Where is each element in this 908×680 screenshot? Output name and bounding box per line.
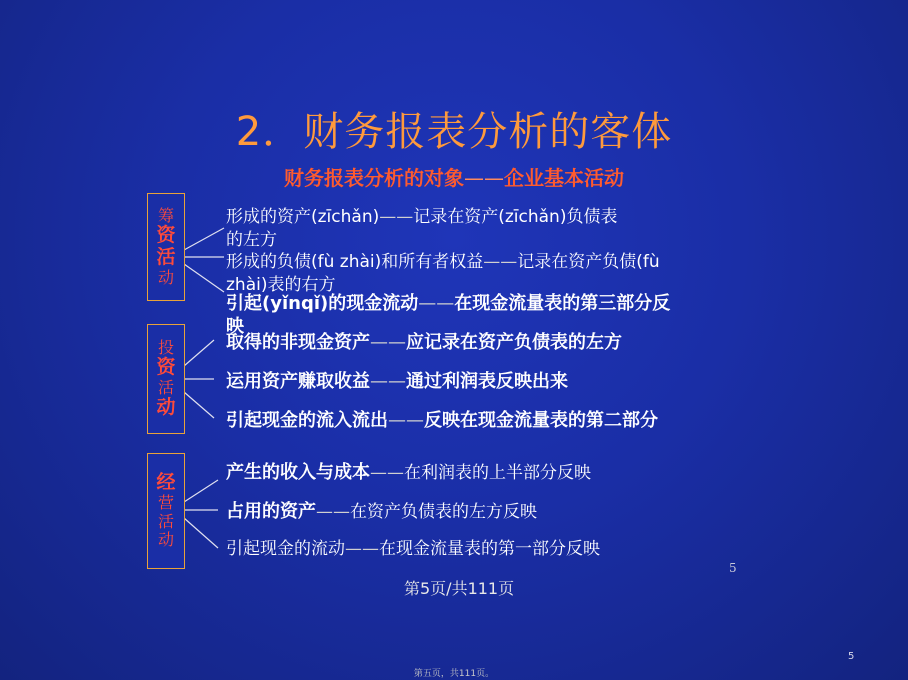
financing-item-3: 引起(yǐnqǐ)的现金流动——在现金流量表的第三部分反 映 (226, 293, 671, 337)
connector-line (184, 228, 224, 250)
subtitle-right: 企业基本活动 (504, 166, 624, 190)
inner-page-number: 5 (729, 561, 737, 575)
outer-page-number: 5 (848, 651, 855, 662)
box-char: 动 (157, 530, 174, 550)
box-char: 营 (157, 493, 174, 513)
box-char: 筹 (157, 205, 174, 225)
slide-title: 2．财务报表分析的客体 (235, 109, 673, 155)
subtitle-dash: —— (464, 166, 504, 190)
investing-item-3: 引起现金的流入流出——反映在现金流量表的第二部分 (226, 410, 658, 431)
box-char: 动 (157, 267, 174, 287)
investing-activity-box (147, 324, 185, 434)
page-indicator: 第5页/共111页 (404, 579, 515, 598)
subtitle-left: 财务报表分析的对象 (284, 166, 464, 190)
financing-item-2: 形成的负债(fù zhài)和所有者权益——记录在资产负债(fù zhài)表的右方 (226, 252, 660, 295)
operating-activity-box (147, 453, 185, 569)
box-char: 投 (157, 337, 174, 357)
connector-line (184, 264, 224, 292)
box-char: 动 (156, 396, 176, 419)
box-char: 活 (156, 246, 176, 268)
box-char: 资 (156, 224, 176, 247)
investing-item-1: 取得的非现金资产——应记录在资产负债表的左方 (226, 332, 622, 353)
operating-item-1: 产生的收入与成本——在利润表的上半部分反映 (226, 462, 591, 483)
footer-page-text: 第五页，共111页。 (413, 669, 495, 679)
connector-line (184, 392, 214, 418)
connector-line (184, 340, 214, 366)
financing-activity-box (147, 193, 185, 301)
operating-item-2: 占用的资产——在资产负债表的左方反映 (226, 501, 537, 522)
financing-item-1: 形成的资产(zīchǎn)——记录在资产(zīchǎn)负债表 的左方 (226, 207, 618, 250)
box-char: 经 (156, 471, 176, 494)
connector-line (184, 480, 218, 502)
connector-line (184, 518, 218, 548)
box-char: 活 (157, 511, 174, 531)
box-char: 活 (157, 378, 174, 397)
operating-item-3: 引起现金的流动——在现金流量表的第一部分反映 (226, 539, 600, 559)
box-char: 资 (156, 356, 176, 379)
investing-item-2: 运用资产赚取收益——通过利润表反映出来 (226, 371, 568, 392)
